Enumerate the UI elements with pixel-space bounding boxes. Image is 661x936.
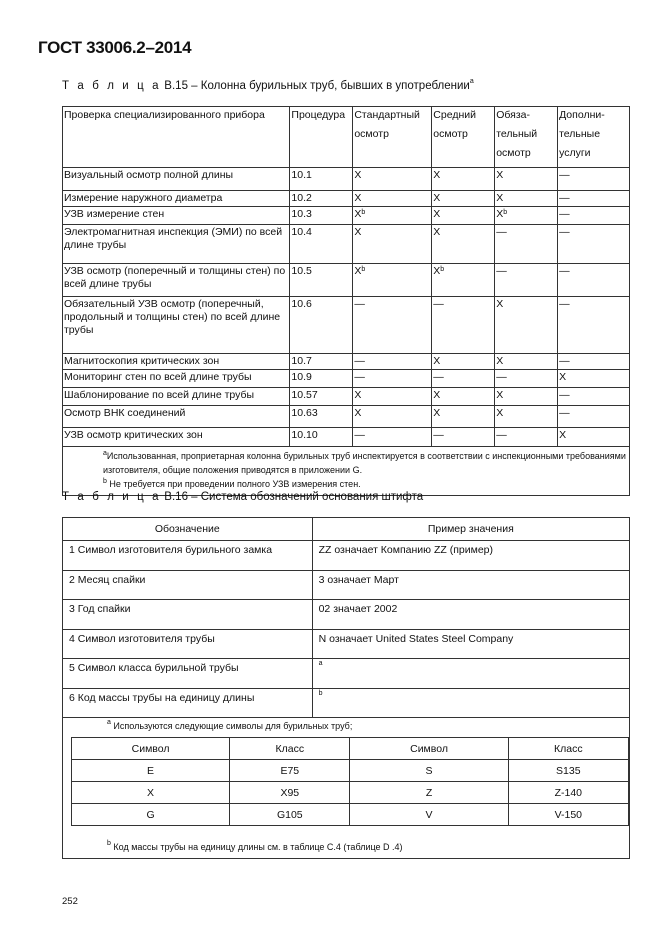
table16-row <box>63 600 630 630</box>
table15-footnote-b: $^b$ Не требуется при проведении полного УЗВ измерения стен. <box>103 478 361 489</box>
table15-row <box>63 370 630 388</box>
symbol-cell: S <box>350 760 508 782</box>
table15-cell-check: Визуальный осмотр полной длины <box>63 168 290 191</box>
table16-cell-example: 3 означает Март <box>312 570 629 600</box>
class-cell: X95 <box>230 782 350 804</box>
symbol-class-table <box>71 737 629 826</box>
table15-cell-medium: X <box>432 207 495 225</box>
table15-footnotes <box>63 447 630 496</box>
symbol-cell: V <box>350 804 508 826</box>
class-cell: E75 <box>230 760 350 782</box>
class-header: Класс <box>508 738 628 760</box>
table15-cell-procedure: 10.4 <box>290 225 353 264</box>
table15-row <box>63 207 630 225</box>
class-cell: V-150 <box>508 804 628 826</box>
table15-cell-required: — <box>495 428 558 447</box>
table15-cell-medium: — <box>432 370 495 388</box>
table15-cell-additional: — <box>558 168 630 191</box>
table15-caption <box>62 80 474 92</box>
symbol-table-row <box>72 760 629 782</box>
table15-cell-check: Осмотр ВНК соединений <box>63 406 290 428</box>
table15-cell-procedure: 10.10 <box>290 428 353 447</box>
table15-cell-procedure: 10.5 <box>290 264 353 297</box>
table16-cell-designation: 5 Символ класса бурильной трубы <box>63 659 313 689</box>
table15-cell-standard: — <box>353 370 432 388</box>
table16-footnote-b: $^b$ Код массы трубы на единицу длины см. в таблице С.4 (таблице D .4) <box>107 840 403 852</box>
class-cell: S135 <box>508 760 628 782</box>
table15-cell-required: X <box>495 191 558 207</box>
symbol-cell: X <box>72 782 230 804</box>
class-cell: Z-140 <box>508 782 628 804</box>
table15-cell-check: Измерение наружного диаметра <box>63 191 290 207</box>
table15-cell-standard: — <box>353 354 432 370</box>
table15-cell-procedure: 10.7 <box>290 354 353 370</box>
table15-col-standard: Стандартный осмотр <box>353 107 432 168</box>
table15-cell-medium: X <box>432 388 495 406</box>
table16 <box>62 517 630 859</box>
table15-cell-check: УЗВ осмотр критических зон <box>63 428 290 447</box>
table15-row <box>63 191 630 207</box>
table15 <box>62 106 630 496</box>
table15-cell-standard: X <box>353 388 432 406</box>
table15-cell-standard: X <box>353 191 432 207</box>
page-number: 252 <box>62 896 78 907</box>
table15-cell-procedure: 10.9 <box>290 370 353 388</box>
table15-cell-additional: — <box>558 207 630 225</box>
symbol-cell: E <box>72 760 230 782</box>
table15-col-required: Обяза- тельный осмотр <box>495 107 558 168</box>
table15-cell-additional: — <box>558 388 630 406</box>
table16-row <box>63 570 630 600</box>
symbol-table-row <box>72 782 629 804</box>
table15-cell-required: X <box>495 168 558 191</box>
symbol-cell: Z <box>350 782 508 804</box>
table15-cell-procedure: 10.6 <box>290 297 353 354</box>
table15-cell-medium: — <box>432 297 495 354</box>
table15-cell-required: $X^b$ <box>495 207 558 225</box>
table15-cell-required: X <box>495 388 558 406</box>
table15-row <box>63 354 630 370</box>
table15-cell-additional: — <box>558 406 630 428</box>
table16-cell-example: 02 значает 2002 <box>312 600 629 630</box>
table16-row <box>63 688 630 718</box>
table16-caption <box>62 491 423 503</box>
table15-cell-procedure: 10.57 <box>290 388 353 406</box>
table15-col-check: Проверка специализированного прибора <box>63 107 290 168</box>
table15-cell-additional: — <box>558 191 630 207</box>
table15-cell-medium: $X^b$ <box>432 264 495 297</box>
table15-col-medium: Средний осмотр <box>432 107 495 168</box>
table15-cell-additional: X <box>558 370 630 388</box>
table15-row <box>63 264 630 297</box>
table15-cell-procedure: 10.2 <box>290 191 353 207</box>
symbol-table-header <box>72 738 629 760</box>
table15-cell-required: — <box>495 225 558 264</box>
table16-row <box>63 629 630 659</box>
table15-cell-additional: — <box>558 297 630 354</box>
table15-row <box>63 168 630 191</box>
table16-cell-designation: 4 Символ изготовителя трубы <box>63 629 313 659</box>
table16-row <box>63 541 630 571</box>
table15-cell-standard: X <box>353 225 432 264</box>
table16-row <box>63 659 630 689</box>
table15-cell-standard: $X^b$ <box>353 264 432 297</box>
table15-cell-required: X <box>495 354 558 370</box>
table15-header-row <box>63 107 630 168</box>
symbol-table-row <box>72 804 629 826</box>
table15-cell-check: Магнитоскопия критических зон <box>63 354 290 370</box>
table15-col-additional: Дополни- тельные услуги <box>558 107 630 168</box>
table15-cell-required: — <box>495 370 558 388</box>
symbol-header: Символ <box>72 738 230 760</box>
table15-row <box>63 388 630 406</box>
table15-cell-required: — <box>495 264 558 297</box>
table15-row <box>63 428 630 447</box>
table15-cell-standard: X <box>353 168 432 191</box>
table15-cell-check: Электромагнитная инспекция (ЭМИ) по всей длине трубы <box>63 225 290 264</box>
table15-cell-standard: — <box>353 428 432 447</box>
table16-caption-prefix: Т а б л и ц а <box>62 491 162 503</box>
table15-cell-standard: $X^b$ <box>353 207 432 225</box>
table16-col-designation: Обозначение <box>63 518 313 541</box>
table16-cell-designation: 2 Месяц спайки <box>63 570 313 600</box>
table15-caption-prefix: Т а б л и ц а <box>62 80 162 92</box>
table15-cell-standard: — <box>353 297 432 354</box>
table16-col-example: Пример значения <box>312 518 629 541</box>
table15-cell-additional: X <box>558 428 630 447</box>
table15-caption-sup: a <box>469 78 474 85</box>
table15-cell-medium: X <box>432 354 495 370</box>
table16-caption-text: В.16 – Система обозначений основания штифта <box>161 491 424 503</box>
symbol-cell: G <box>72 804 230 826</box>
symbol-header: Символ <box>350 738 508 760</box>
table15-cell-additional: — <box>558 264 630 297</box>
table15-footnote-a: $^a$Использованная, проприетарная колонна бурильных труб инспектируется в соответствии с инспекционными требованиями изготовителя, общие положения приводятся в приложении G. <box>103 450 626 475</box>
table15-row <box>63 225 630 264</box>
table15-cell-procedure: 10.63 <box>290 406 353 428</box>
table15-cell-check: УЗВ измерение стен <box>63 207 290 225</box>
table15-cell-procedure: 10.1 <box>290 168 353 191</box>
document-header-title: ГОСТ 33006.2–2014 <box>38 38 192 57</box>
class-cell: G105 <box>230 804 350 826</box>
table16-cell-designation: 1 Символ изготовителя бурильного замка <box>63 541 313 571</box>
table15-cell-medium: X <box>432 225 495 264</box>
table15-cell-additional: — <box>558 225 630 264</box>
table16-cell-designation: 3 Год спайки <box>63 600 313 630</box>
table15-cell-procedure: 10.3 <box>290 207 353 225</box>
table15-cell-medium: X <box>432 191 495 207</box>
table15-cell-check: Мониторинг стен по всей длине трубы <box>63 370 290 388</box>
table15-row <box>63 406 630 428</box>
class-header: Класс <box>230 738 350 760</box>
table15-cell-check: Шаблонирование по всей длине трубы <box>63 388 290 406</box>
table16-cell-example: a <box>312 659 629 689</box>
table15-col-procedure: Процедура <box>290 107 353 168</box>
table15-cell-required: X <box>495 297 558 354</box>
table16-cell-designation: 6 Код массы трубы на единицу длины <box>63 688 313 718</box>
table16-header-row <box>63 518 630 541</box>
table16-cell-example: N означает United States Steel Company <box>312 629 629 659</box>
table16-footnote-a: $^a$ Используются следующие символы для бурильных труб; <box>107 719 353 731</box>
table15-caption-text: В.15 – Колонна бурильных труб, бывших в употреблении <box>161 80 470 92</box>
table15-cell-required: X <box>495 406 558 428</box>
table15-cell-check: УЗВ осмотр (поперечный и толщины стен) по всей длине трубы <box>63 264 290 297</box>
table15-cell-standard: X <box>353 406 432 428</box>
table16-cell-example: b <box>312 688 629 718</box>
table15-cell-medium: X <box>432 406 495 428</box>
table15-row <box>63 297 630 354</box>
table15-cell-additional: — <box>558 354 630 370</box>
table15-cell-check: Обязательный УЗВ осмотр (поперечный, продольный и толщины стен) по всей длине трубы <box>63 297 290 354</box>
table16-footnotes <box>63 718 630 859</box>
table16-cell-example: ZZ означает Компанию ZZ (пример) <box>312 541 629 571</box>
table15-cell-medium: — <box>432 428 495 447</box>
table15-cell-medium: X <box>432 168 495 191</box>
